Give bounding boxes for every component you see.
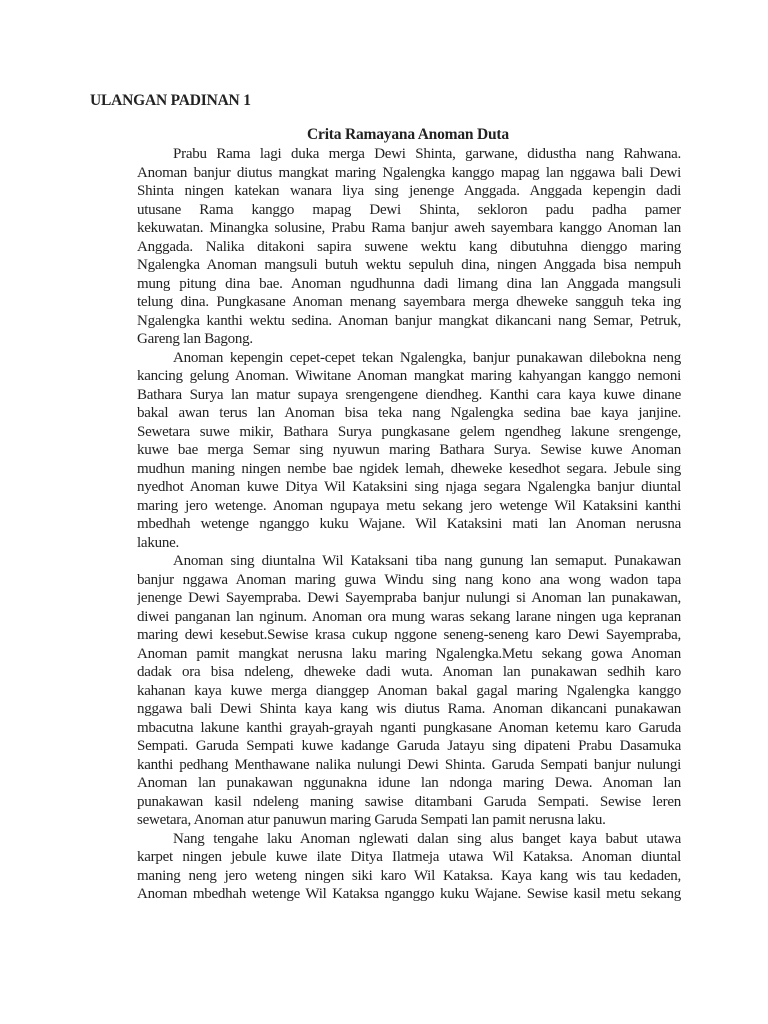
text-line: maring jero wetenge. Anoman ngupaya metu sekang jero wetenge Wil Kataksini kanthi [137,497,681,514]
text-line: mbedhah wetenge nganggo kuku Wajane. Wil Kataksini mati lan Anoman nerusna [137,516,681,532]
story-heading: Crita Ramayana Anoman Duta [307,126,509,143]
text-line: Ngalengka kanthi wektu sedina. Anoman banjur mangkat dikancani nang Semar, Petruk, [137,312,681,329]
paragraph [137,552,681,830]
document-body [137,145,681,904]
text-line: sewetara, Anoman atur panuwun maring Garuda Sempati lan pamit nerusna laku. [137,812,606,828]
text-line: kuwe bae merga Semar sing nyuwun maring Bathara Surya. Sewise kuwe Anoman [137,442,681,458]
text-line: Anoman kepengin cepet-cepet tekan Ngalengka, banjur punakawan dilebokna neng [173,349,681,366]
text-line: kanthi pedhang Menthawane nalika nulungi Dewi Shinta. Garuda Sempati banjur nulungi [137,756,681,773]
text-line: kahanan kaya kuwe merga dianggep Anoman bakal gagal maring Ngalengka kanggo [137,682,681,699]
text-line: Gareng lan Bagong. [137,331,253,347]
paragraph [137,830,681,904]
text-line: Anoman pamit mangkat nerusna laku maring Ngalengka.Metu sekang gowa Anoman [137,645,681,662]
text-line: maning neng jero weteng ningen siki karo Wil Kataksa. Kaya kang wis tau kedaden, [137,867,681,884]
paragraph [137,349,681,553]
text-line: kekuwatan. Minangka solusine, Prabu Rama banjur aweh sayembara kanggo Anoman lan [137,220,681,236]
text-line: mbacutna lakune kanthi grayah-grayah nganti pungkasane Anoman ketemu karo Garuda [137,719,681,736]
text-line: lakune. [137,534,179,551]
text-line: Anoman banjur diutus mangkat maring Ngalengka kanggo mapag lan nggawa bali Dewi [137,164,681,181]
text-line: Sempati. Garuda Sempati kuwe kadange Garuda Jatayu sing dipateni Prabu Dasamuka [137,738,681,754]
text-line: Nang tengahe laku Anoman nglewati dalan sing alus banget kaya babut utawa [173,830,681,847]
text-line: jenenge Dewi Sayempraba. Dewi Sayempraba banjur nulungi si Anoman lan punakawan, [137,590,681,606]
text-line: mung pitung dina bae. Anoman ngudhunna dadi limang dina lan Anggada mangsuli [137,275,681,292]
text-line: nggawa bali Dewi Shinta kaya kang wis diutus Rama. Anoman dikancani punakawan [137,701,681,717]
paragraph [137,145,681,349]
text-line: dadak ora bisa ndeleng, dheweke dadi wuta. Anoman lan punakawan sedhih karo [137,664,681,680]
text-line: Sewetara suwe mikir, Bathara Surya pungkasane gelem ngendheg lakune srengenge, [137,423,681,440]
document-title: ULANGAN PADINAN 1 [90,92,251,109]
text-line: utusane Rama kanggo mapag Dewi Shinta, sekloron padu padha pamer [137,201,681,218]
text-line: telung dina. Pungkasane Anoman menang sayembara merga dheweke sangguh teka ing [137,294,681,310]
text-line: karpet ningen jebule kuwe ilate Ditya Ilatmeja utawa Wil Kataksa. Anoman diuntal [137,849,681,865]
text-line: bakal awan terus lan Anoman bisa teka nang Ngalengka sedina bae kaya janjine. [137,405,681,421]
text-line: Anoman lan punakawan nggunakna idune lan ndonga maring Dewa. Anoman lan [137,775,681,791]
text-line: Anoman sing diuntalna Wil Kataksani tiba nang gunung lan semaput. Punakawan [173,553,681,569]
text-line: Ngalengka Anoman mangsuli butuh wektu sepuluh dina, ningen Anggada bisa nempuh [137,257,681,273]
text-line: diwei panganan lan nginum. Anoman ora mung waras sekang larane ningen uga kepranan [137,608,681,625]
text-line: nyedhot Anoman kuwe Ditya Wil Kataksini sing njaga segara Ngalengka banjur diuntal [137,479,681,495]
text-line: kancing gelung Anoman. Wiwitane Anoman mangkat maring kahyangan kanggo nemoni [137,368,681,384]
text-line: Anggada. Nalika ditakoni sapira suwene wektu kang dibutuhna dienggo maring [137,238,681,255]
text-line: mudhun maning ningen nembe bae ngidek lemah, dheweke kesedhot segara. Jebule sing [137,460,681,477]
text-line: Anoman mbedhah wetenge Wil Kataksa nganggo kuku Wajane. Sewise kasil metu sekang [137,886,681,902]
text-line: Shinta ningen katekan wanara liya sing jenenge Anggada. Anggada kepengin dadi [137,183,681,199]
text-line: Prabu Rama lagi duka merga Dewi Shinta, garwane, didustha nang Rahwana. [173,146,681,162]
text-line: banjur nggawa Anoman maring guwa Windu sing nang kono ana wong wadon tapa [137,571,681,588]
text-line: punakawan kasil ndeleng maning sawise ditambani Garuda Sempati. Sewise leren [137,793,681,810]
text-line: maring dewi kesebut.Sewise krasa cukup nggone seneng-seneng karo Dewi Sayempraba, [137,627,681,643]
text-line: Bathara Surya lan matur supaya srengengene diendheg. Kanthi cara kaya kuwe dinane [137,386,681,403]
